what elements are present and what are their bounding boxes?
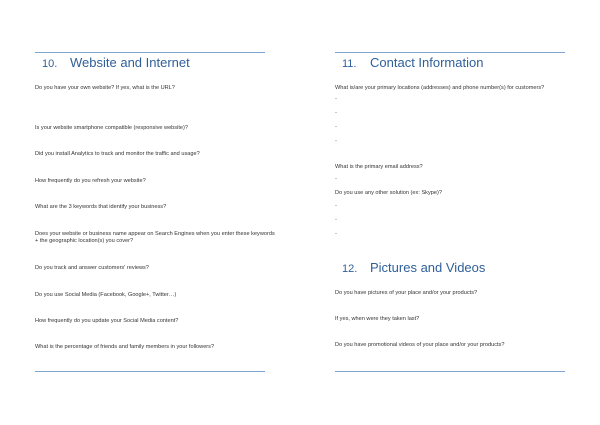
question-analytics: Did you install Analytics to track and monitor the traffic and usage? (35, 151, 200, 157)
answer-bullet: - (335, 217, 337, 223)
section-number: 11. (342, 58, 357, 70)
question-other-solution: Do you use any other solution (ex: Skype)? (335, 190, 442, 196)
question-own-website: Do you have your own website? If yes, what is the URL? (35, 85, 175, 91)
top-rule (35, 52, 265, 53)
question-email: What is the primary email address? (335, 164, 423, 170)
question-keywords: What are the 3 keywords that identify your business? (35, 204, 167, 210)
answer-bullet: - (335, 124, 337, 130)
question-refresh: How frequently do you refresh your website? (35, 178, 146, 184)
section-heading-pictures (342, 260, 485, 275)
answer-bullet: - (335, 203, 337, 209)
answer-bullet: - (335, 110, 337, 116)
bottom-rule (335, 371, 565, 372)
question-search-engines: Does your website or business name appear on Search Engines when you enter these keywords (35, 231, 275, 237)
question-reviews: Do you track and answer customers' reviews? (35, 265, 149, 271)
section-heading-website (42, 55, 190, 70)
answer-bullet: - (335, 231, 337, 237)
section-title: Website and Internet (70, 55, 190, 70)
bottom-rule (35, 371, 265, 372)
question-locations: What is/are your primary locations (addresses) and phone number(s) for customers? (335, 85, 545, 91)
answer-bullet: - (335, 96, 337, 102)
answer-bullet: - (335, 176, 337, 182)
answer-bullet: - (335, 138, 337, 144)
section-number: 12. (342, 263, 358, 275)
question-followers: What is the percentage of friends and family members in your followers? (35, 344, 215, 350)
question-search-engines-cont: + the geographic location(s) you cover? (35, 238, 134, 244)
section-heading-contact (342, 55, 483, 70)
question-social-update: How frequently do you update your Social Media content? (35, 318, 179, 324)
question-videos: Do you have promotional videos of your place and/or your products? (335, 342, 505, 348)
section-title: Contact Information (370, 55, 484, 70)
right-page (300, 0, 600, 425)
section-number: 10. (42, 58, 58, 70)
question-social-media: Do you use Social Media (Facebook, Google+, Twitter…) (35, 292, 177, 298)
top-rule (335, 52, 565, 53)
question-responsive: Is your website smartphone compatible (responsive website)? (35, 125, 188, 131)
section-title: Pictures and Videos (370, 260, 486, 275)
question-pictures: Do you have pictures of your place and/or your products? (335, 290, 478, 296)
question-pictures-date: If yes, when were they taken last? (335, 316, 420, 322)
